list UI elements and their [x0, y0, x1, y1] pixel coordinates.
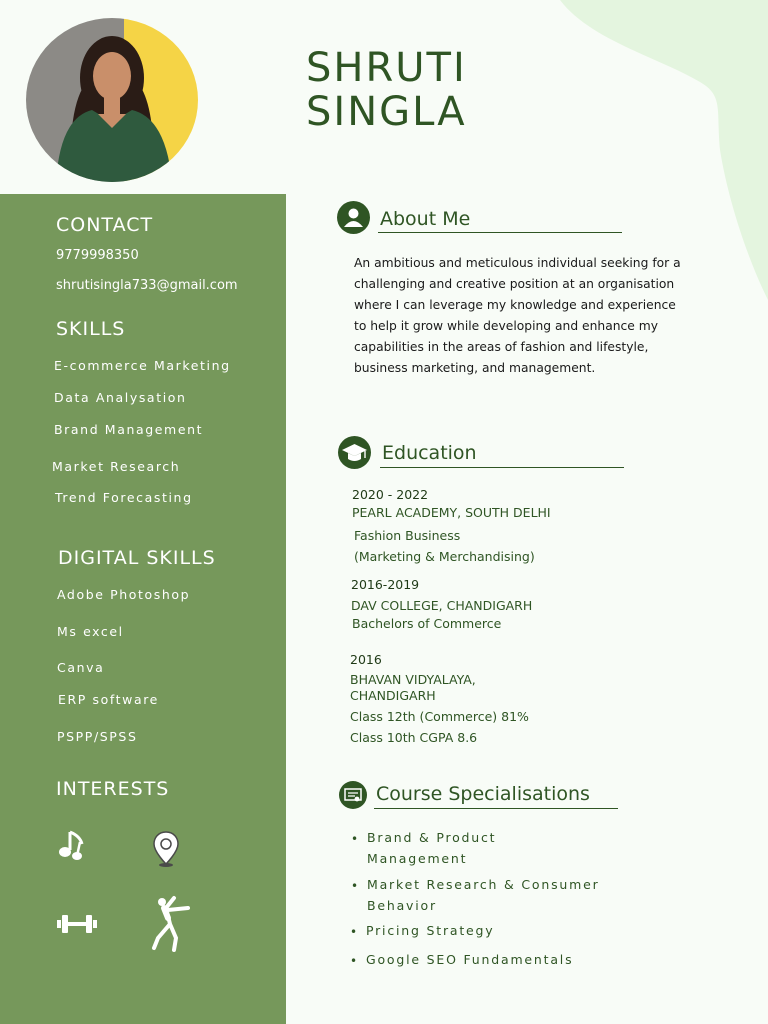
course-line: Brand & Product: [367, 830, 497, 845]
course-item: Google SEO Fundamentals: [366, 952, 574, 967]
skill-item: E-commerce Marketing: [54, 358, 231, 373]
skill-item: Brand Management: [54, 422, 204, 437]
course-line: Management: [367, 851, 468, 866]
email-link[interactable]: shrutisingla733@gmail.com: [56, 278, 238, 293]
course-item: [367, 827, 496, 869]
digital-skill-item: Adobe Photoshop: [57, 587, 191, 602]
name-heading: [306, 46, 467, 134]
courses-title: Course Specialisations: [376, 783, 590, 805]
bullet-icon: •: [351, 832, 359, 846]
course-line: Market Research & Consumer: [367, 877, 600, 892]
location-pin-icon: [152, 830, 180, 868]
education-detail: Fashion Business: [354, 528, 461, 543]
first-name: SHRUTI: [306, 45, 467, 91]
education-detail: Bachelors of Commerce: [352, 616, 502, 631]
phone-number: 9779998350: [56, 248, 139, 263]
skill-item: Data Analysation: [54, 390, 187, 405]
education-underline: [380, 467, 624, 468]
dumbbell-icon: [56, 912, 98, 936]
digital-skill-item: ERP software: [58, 692, 159, 707]
graduation-cap-icon: [338, 436, 371, 469]
about-title: About Me: [380, 208, 471, 230]
skill-item: Market Research: [52, 459, 181, 474]
music-icon: [56, 828, 86, 864]
digital-skills-heading: DIGITAL SKILLS: [58, 547, 216, 569]
education-school: CHANDIGARH: [350, 688, 436, 703]
skill-item: Trend Forecasting: [55, 490, 193, 505]
digital-skill-item: Ms excel: [57, 624, 124, 639]
education-title: Education: [382, 442, 477, 464]
education-detail: (Marketing & Merchandising): [354, 549, 535, 564]
dancer-icon: [148, 894, 194, 952]
interests-heading: INTERESTS: [56, 778, 170, 800]
education-school: DAV COLLEGE, CHANDIGARH: [351, 598, 533, 613]
digital-skill-item: PSPP/SPSS: [57, 729, 138, 744]
sidebar: [0, 194, 286, 1024]
profile-photo: [26, 18, 198, 182]
education-years: 2016: [350, 652, 382, 667]
about-text: An ambitious and meticulous individual seeking for a challenging and creative position at an organisation where I can leverage my knowledge and experience to help it grow while developing and enhance my capabilities in the areas of fashion and lifestyle, business marketing, and management.: [354, 256, 681, 375]
education-school: PEARL ACADEMY, SOUTH DELHI: [352, 505, 551, 520]
bullet-icon: •: [350, 954, 358, 968]
education-school: BHAVAN VIDYALAYA,: [350, 672, 476, 687]
education-detail: Class 10th CGPA 8.6: [350, 730, 478, 745]
last-name: SINGLA: [306, 89, 467, 135]
course-line: Behavior: [367, 898, 437, 913]
person-icon: [337, 201, 370, 234]
courses-underline: [374, 808, 618, 809]
education-years: 2020 - 2022: [352, 487, 429, 502]
course-item: [367, 874, 600, 916]
contact-heading: CONTACT: [56, 214, 154, 236]
education-detail: Class 12th (Commerce) 81%: [350, 709, 529, 724]
about-underline: [378, 232, 622, 233]
digital-skill-item: Canva: [57, 660, 105, 675]
education-years: 2016-2019: [351, 577, 420, 592]
certificate-icon: [339, 781, 367, 809]
bullet-icon: •: [351, 879, 359, 893]
bullet-icon: •: [350, 925, 358, 939]
course-item: Pricing Strategy: [366, 923, 495, 938]
skills-heading: SKILLS: [56, 318, 126, 340]
